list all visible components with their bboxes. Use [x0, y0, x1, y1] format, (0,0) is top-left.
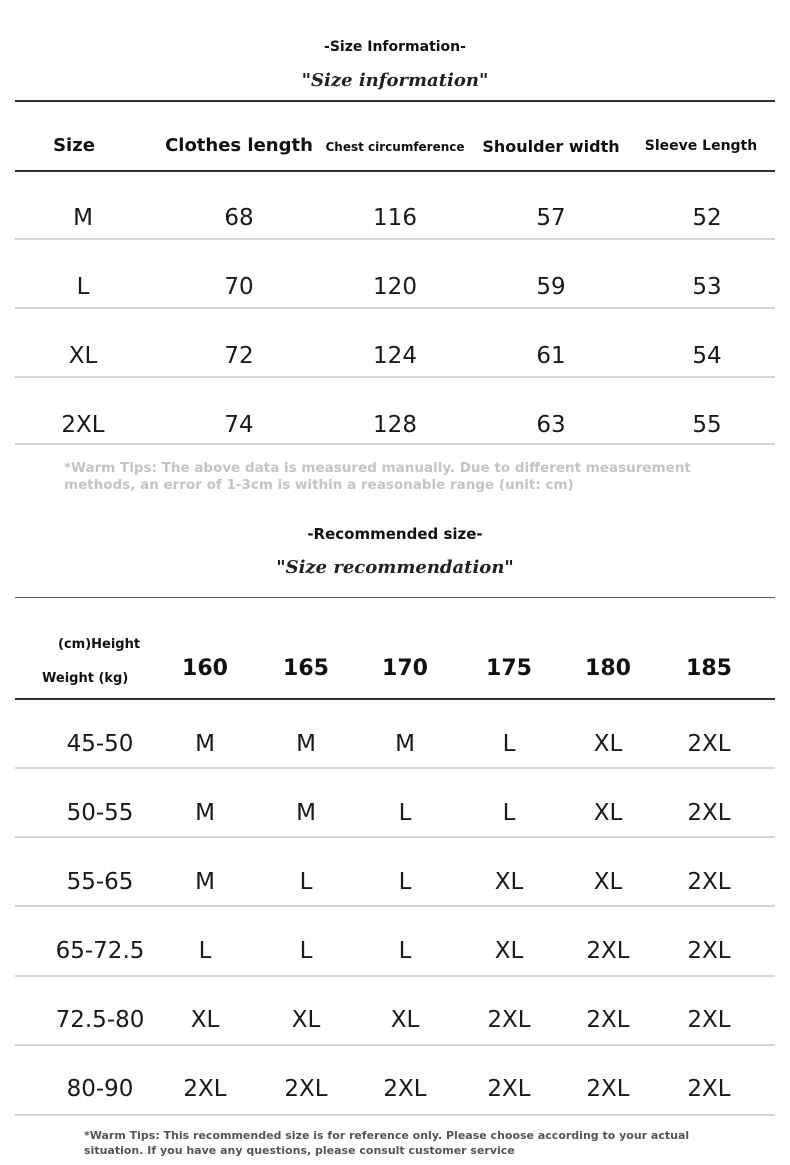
- row-divider: [15, 1044, 775, 1046]
- size-cell: XL: [593, 731, 623, 757]
- size-cell: 52: [692, 205, 722, 231]
- size-cell: 57: [536, 205, 566, 231]
- size-cell: 63: [536, 412, 566, 438]
- row-divider: [15, 238, 775, 240]
- size-cell: L: [198, 938, 212, 964]
- size-cell: 2XL: [487, 1076, 531, 1102]
- size-cell: 2XL: [183, 1076, 227, 1102]
- size-header-sleeve: Sleeve Length: [644, 138, 758, 154]
- weight-cell: 50-55: [66, 800, 134, 826]
- row-divider: [15, 307, 775, 309]
- row-divider: [15, 975, 775, 977]
- size-cell: M: [395, 731, 415, 757]
- size-cell: 2XL: [487, 1007, 531, 1033]
- size-cell: 55: [692, 412, 722, 438]
- size-cell: L: [502, 800, 516, 826]
- size-cell: L: [398, 869, 412, 895]
- size-cell: L: [299, 938, 313, 964]
- height-label: (cm)Height: [58, 637, 141, 652]
- size-cell: M: [195, 869, 215, 895]
- weight-cell: 55-65: [66, 869, 134, 895]
- recommend-title: "Size recommendation": [276, 557, 514, 578]
- size-cell: XL: [390, 1007, 420, 1033]
- row-divider: [15, 767, 775, 769]
- size-cell: L: [502, 731, 516, 757]
- size-cell: 2XL: [687, 1076, 731, 1102]
- size-cell: 74: [224, 412, 254, 438]
- size-cell: XL: [190, 1007, 220, 1033]
- height-col-175: 175: [486, 656, 532, 681]
- weight-cell: 72.5-80: [55, 1007, 145, 1033]
- row-divider: [15, 905, 775, 907]
- size-header-size: Size: [53, 135, 95, 156]
- size-cell: 72: [224, 343, 254, 369]
- size-cell: 2XL: [586, 938, 630, 964]
- size-cell: XL: [593, 869, 623, 895]
- recommend-subtitle: -Recommended size-: [307, 525, 483, 543]
- size-header-clothes-length: Clothes length: [165, 135, 313, 156]
- size-cell: 2XL: [687, 938, 731, 964]
- size-cell: 61: [536, 343, 566, 369]
- size-cell: M: [296, 731, 316, 757]
- weight-cell: 80-90: [66, 1076, 134, 1102]
- size-cell: XL: [494, 938, 524, 964]
- height-col-165: 165: [283, 656, 329, 681]
- size-cell: 2XL: [284, 1076, 328, 1102]
- recommend-header-rule: [15, 698, 775, 700]
- row-divider: [15, 836, 775, 838]
- size-cell: M: [195, 800, 215, 826]
- size-info-title: "Size information": [301, 70, 489, 91]
- size-table-top-rule: [15, 100, 775, 102]
- size-cell: XL: [291, 1007, 321, 1033]
- size-cell: 2XL: [383, 1076, 427, 1102]
- size-warm-tip: *Warm Tips: The above data is measured manually. Due to different measurement methods, an error of 1-3cm is within a reasonable range (unit: cm): [64, 460, 691, 493]
- row-divider: [15, 376, 775, 378]
- size-cell: L: [398, 938, 412, 964]
- weight-label: Weight (kg): [42, 671, 129, 686]
- height-col-160: 160: [182, 656, 228, 681]
- size-cell: 116: [373, 205, 417, 231]
- size-cell: XL: [494, 869, 524, 895]
- size-cell: 2XL: [687, 800, 731, 826]
- size-cell: M: [296, 800, 316, 826]
- row-divider: [15, 443, 775, 445]
- weight-cell: 65-72.5: [55, 938, 145, 964]
- size-cell: 68: [224, 205, 254, 231]
- size-header-shoulder: Shoulder width: [482, 137, 620, 156]
- size-table-header-rule: [15, 170, 775, 172]
- row-divider: [15, 1114, 775, 1116]
- size-cell: 2XL: [687, 731, 731, 757]
- size-cell: M: [73, 205, 93, 231]
- weight-cell: 45-50: [66, 731, 134, 757]
- size-cell: L: [299, 869, 313, 895]
- size-cell: 53: [692, 274, 722, 300]
- size-cell: L: [398, 800, 412, 826]
- height-col-185: 185: [686, 656, 732, 681]
- size-cell: 2XL: [61, 412, 105, 438]
- size-cell: 54: [692, 343, 722, 369]
- height-col-170: 170: [382, 656, 428, 681]
- size-info-subtitle: -Size Information-: [324, 39, 466, 55]
- size-cell: XL: [593, 800, 623, 826]
- size-cell: 124: [373, 343, 417, 369]
- recommend-warm-tip: *Warm Tips: This recommended size is for reference only. Please choose according to your actual situation. If you have any questions, please consult customer service: [84, 1129, 690, 1157]
- recommend-table-top-rule: [15, 597, 775, 598]
- size-header-chest: Chest circumference: [325, 140, 465, 154]
- size-cell: 2XL: [586, 1007, 630, 1033]
- size-cell: XL: [68, 343, 98, 369]
- size-cell: M: [195, 731, 215, 757]
- size-cell: 2XL: [687, 869, 731, 895]
- size-cell: 70: [224, 274, 254, 300]
- height-col-180: 180: [585, 656, 631, 681]
- size-cell: 2XL: [687, 1007, 731, 1033]
- size-cell: 128: [373, 412, 417, 438]
- size-cell: 2XL: [586, 1076, 630, 1102]
- size-cell: 59: [536, 274, 566, 300]
- size-cell: 120: [373, 274, 417, 300]
- size-cell: L: [76, 274, 90, 300]
